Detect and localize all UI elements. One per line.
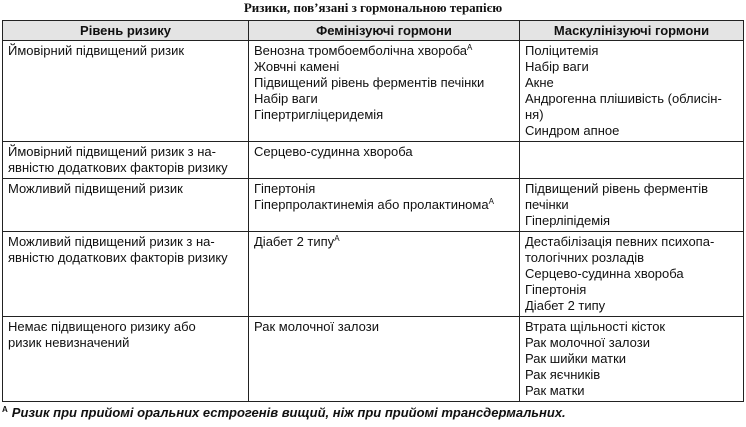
table-row-possible-increased — [3, 179, 744, 232]
risk-item — [254, 107, 515, 123]
header-risk-level: Рівень ризику — [3, 21, 249, 41]
risk-item-text: Гіпертонія — [254, 181, 316, 196]
table-row-likely-increased — [3, 41, 744, 142]
risk-item-text: Серцево-судинна хвороба — [254, 144, 413, 159]
risk-item — [525, 197, 739, 213]
risk-item — [525, 250, 739, 266]
risk-item-text: Андрогенна плішивість (облисін- — [525, 91, 722, 106]
risk-item — [525, 367, 739, 383]
risk-level-cell — [3, 232, 249, 317]
risk-item-text: Рак молочної залози — [525, 335, 650, 350]
risk-item — [525, 282, 739, 298]
risk-item-text: Набір ваги — [254, 91, 318, 106]
risk-level-text: Ймовірний підвищений ризик з на- — [8, 144, 216, 159]
risk-item — [254, 234, 515, 250]
feminizing-cell — [249, 41, 520, 142]
risk-item — [254, 59, 515, 75]
risk-item — [525, 107, 739, 123]
risk-item-text: Поліцитемія — [525, 43, 599, 58]
risk-item — [525, 181, 739, 197]
risk-item — [525, 75, 739, 91]
risk-item-text: Дестабілізація певних психопа- — [525, 234, 715, 249]
risk-table — [2, 20, 744, 402]
risk-item — [254, 144, 515, 160]
risk-level-text: явністю додаткових факторів ризику — [8, 160, 228, 175]
masculinizing-cell — [520, 142, 744, 179]
table-row-likely-increased-additional-factors — [3, 142, 744, 179]
feminizing-cell — [249, 317, 520, 402]
masculinizing-cell — [520, 232, 744, 317]
risk-item — [525, 335, 739, 351]
risk-item-text: Серцево-судинна хвороба — [525, 266, 684, 281]
footnote-reference: A — [334, 234, 340, 243]
footnote — [2, 405, 566, 421]
risk-item — [525, 59, 739, 75]
risk-item-text: Гіперпролактинемія або пролактинома — [254, 197, 489, 212]
risk-item — [525, 319, 739, 335]
risk-level-text: Можливий підвищений ризик — [8, 181, 183, 196]
table-title: Ризики, пов’язані з гормональною терапією — [243, 0, 503, 15]
header-feminizing-hormones: Фемінізуючі гормони — [249, 21, 520, 41]
feminizing-cell — [249, 142, 520, 179]
risk-level-text: Ймовірний підвищений ризик — [8, 43, 185, 58]
risk-item-text: Жовчні камені — [254, 59, 340, 74]
risk-level-text: Немає підвищеного ризику або — [8, 319, 196, 334]
header-masculinizing-hormones: Маскулінізуючі гормони — [520, 21, 744, 41]
risk-level-text: Можливий підвищений ризик з на- — [8, 234, 215, 249]
risk-item-text: Рак молочної залози — [254, 319, 379, 334]
risk-item-text: Синдром апное — [525, 123, 620, 138]
risk-item-text: Гіпертонія — [525, 282, 587, 297]
risk-item-text: ня) — [525, 107, 544, 122]
risk-item-text: печінки — [525, 197, 569, 212]
risk-item — [254, 197, 515, 213]
risk-item — [254, 43, 515, 59]
risk-level-cell — [3, 142, 249, 179]
risk-item — [525, 91, 739, 107]
risk-item — [525, 43, 739, 59]
risk-item — [525, 383, 739, 399]
risk-item — [254, 181, 515, 197]
risk-item-text: Діабет 2 типу — [254, 234, 335, 249]
table-row-possible-increased-additional-factors — [3, 232, 744, 317]
feminizing-cell — [249, 232, 520, 317]
risk-item — [525, 213, 739, 229]
risk-level-cell — [3, 179, 249, 232]
risk-level-text: явністю додаткових факторів ризику — [8, 250, 228, 265]
risk-item — [525, 351, 739, 367]
risk-item-text: Рак матки — [525, 383, 585, 398]
risk-item-text: Діабет 2 типу — [525, 298, 606, 313]
risk-item-text: Набір ваги — [525, 59, 589, 74]
risk-item — [254, 91, 515, 107]
risk-item — [254, 75, 515, 91]
table-header-row — [3, 21, 744, 41]
masculinizing-cell — [520, 41, 744, 142]
footnote-text: Ризик при прийомі оральних естрогенів вищий, ніж при прийомі трансдермальних. — [11, 405, 566, 420]
risk-item-text: Підвищений рівень ферментів печінки — [254, 75, 485, 90]
risk-item-text: Рак шийки матки — [525, 351, 627, 366]
footnote-marker: A — [2, 405, 8, 414]
risk-item-text: Гіперліпідемія — [525, 213, 611, 228]
risk-item-text: Гіпертригліцеридемія — [254, 107, 384, 122]
risk-item-text: Венозна тромбоемболічна хвороба — [254, 43, 468, 58]
risk-item-text: Втрата щільності кісток — [525, 319, 666, 334]
risk-item-text: Підвищений рівень ферментів — [525, 181, 709, 196]
footnote-reference: A — [488, 197, 494, 206]
risk-item — [525, 266, 739, 282]
risk-level-text: ризик невизначений — [8, 335, 130, 350]
risk-item — [254, 319, 515, 335]
risk-item-text: Акне — [525, 75, 554, 90]
table-body — [3, 41, 744, 402]
risk-item — [525, 298, 739, 314]
risk-level-cell — [3, 317, 249, 402]
risk-item — [525, 234, 739, 250]
masculinizing-cell — [520, 179, 744, 232]
risk-level-cell — [3, 41, 249, 142]
risk-item — [525, 123, 739, 139]
risk-item-text: Рак яєчників — [525, 367, 601, 382]
risk-item-text: тологічних розладів — [525, 250, 644, 265]
feminizing-cell — [249, 179, 520, 232]
footnote-reference: A — [467, 43, 473, 52]
table-row-no-increased-or-unknown — [3, 317, 744, 402]
masculinizing-cell — [520, 317, 744, 402]
